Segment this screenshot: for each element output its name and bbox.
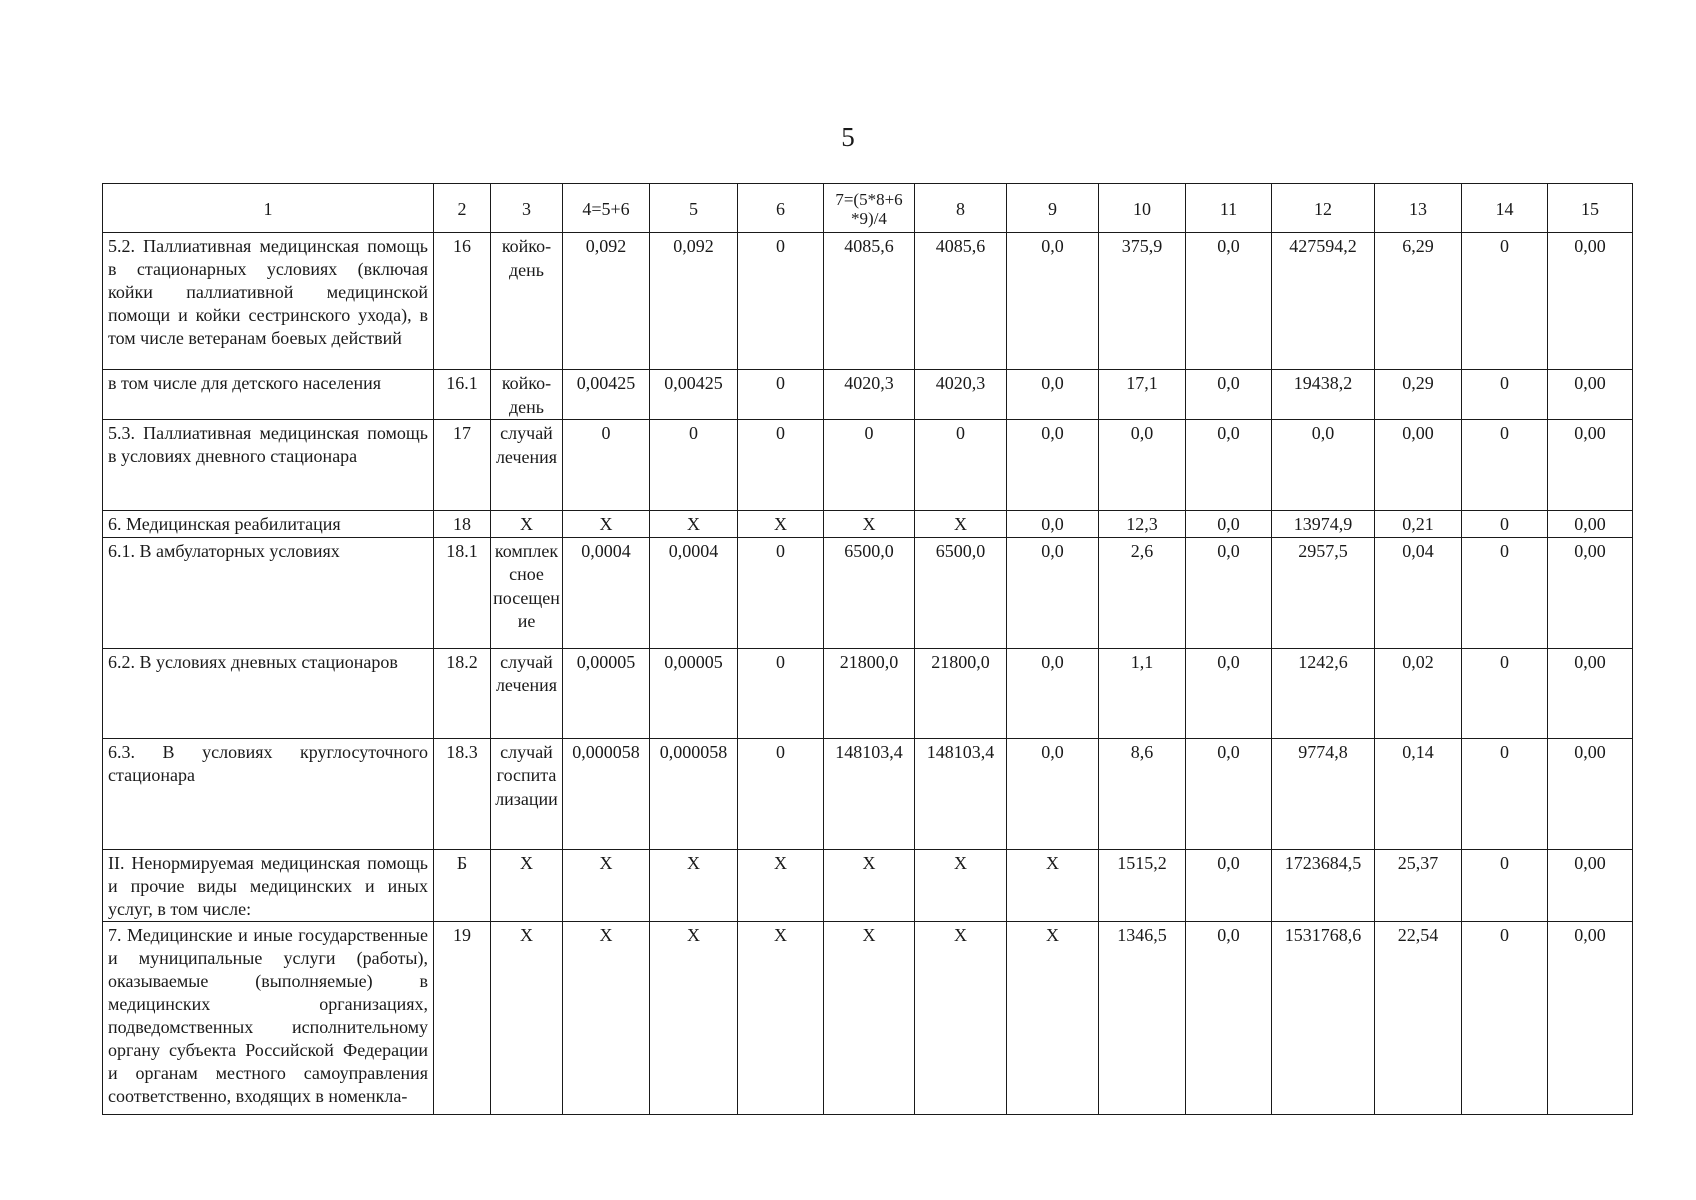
table-cell: 0,00: [1548, 511, 1633, 538]
header-cell: 9: [1007, 184, 1099, 233]
table-cell: 0,00005: [650, 648, 738, 738]
table-cell: 0,14: [1375, 738, 1462, 849]
header-cell: 15: [1548, 184, 1633, 233]
table-cell: X: [491, 511, 563, 538]
table-cell: X: [915, 511, 1007, 538]
table-cell: 16.1: [434, 370, 491, 420]
header-cell: 11: [1186, 184, 1272, 233]
table-cell: X: [650, 921, 738, 1114]
header-cell: 13: [1375, 184, 1462, 233]
table-cell: 0,0: [1007, 537, 1099, 648]
header-cell: 6: [738, 184, 824, 233]
table-cell: 0: [738, 420, 824, 511]
table-row: [103, 370, 1633, 420]
page-number: 5: [841, 122, 855, 152]
table-cell: X: [738, 511, 824, 538]
table-cell: 0: [1462, 370, 1548, 420]
table-cell: 1242,6: [1272, 648, 1375, 738]
table-cell: 0: [824, 420, 915, 511]
table-row: [103, 511, 1633, 538]
table-cell: 4020,3: [824, 370, 915, 420]
table-cell: 4085,6: [915, 233, 1007, 370]
table-cell: 0: [1462, 849, 1548, 921]
table-cell: 0: [1462, 648, 1548, 738]
table-cell: X: [563, 849, 650, 921]
row-label-cell: 6. Медицинская реабилитация: [103, 511, 434, 538]
table-cell: 0,29: [1375, 370, 1462, 420]
table-cell: 0,00: [1375, 420, 1462, 511]
table-cell: 18.3: [434, 738, 491, 849]
table-cell: 0: [1462, 511, 1548, 538]
table-cell: X: [738, 921, 824, 1114]
table-cell: 8,6: [1099, 738, 1186, 849]
table-cell: койко-день: [491, 233, 563, 370]
table-cell: 0,0: [1186, 648, 1272, 738]
table-cell: 0,092: [563, 233, 650, 370]
table-cell: 1,1: [1099, 648, 1186, 738]
table-cell: 0,0: [1186, 420, 1272, 511]
table-cell: 22,54: [1375, 921, 1462, 1114]
table-cell: 1531768,6: [1272, 921, 1375, 1114]
table-cell: 0,0: [1272, 420, 1375, 511]
table-cell: 0,000058: [563, 738, 650, 849]
row-label-cell: 5.2. Паллиативная медицинская помощь в стационарных условиях (включая койки паллиативной медицинской помощи и койки сестринского ухода), в том числе ветеранам боевых действий: [103, 233, 434, 370]
table-cell: 16: [434, 233, 491, 370]
table-cell: 0,092: [650, 233, 738, 370]
table-cell: 0,00: [1548, 849, 1633, 921]
table-cell: X: [824, 511, 915, 538]
table-cell: 148103,4: [915, 738, 1007, 849]
table-cell: 0,0: [1186, 537, 1272, 648]
table-cell: X: [915, 921, 1007, 1114]
table-cell: Б: [434, 849, 491, 921]
table-cell: X: [1007, 921, 1099, 1114]
table-cell: 6,29: [1375, 233, 1462, 370]
header-cell: 8: [915, 184, 1007, 233]
table-cell: X: [1007, 849, 1099, 921]
data-table: [102, 183, 1633, 1115]
table-cell: X: [738, 849, 824, 921]
table-cell: 0,00: [1548, 738, 1633, 849]
table-cell: 0: [738, 233, 824, 370]
table-cell: 0,0: [1186, 233, 1272, 370]
table-row: [103, 537, 1633, 648]
row-label-cell: 5.3. Паллиативная медицинская помощь в условиях дневного стационара: [103, 420, 434, 511]
table-row: [103, 420, 1633, 511]
table-cell: 375,9: [1099, 233, 1186, 370]
table-cell: 21800,0: [824, 648, 915, 738]
table-cell: 17: [434, 420, 491, 511]
table-cell: X: [650, 849, 738, 921]
table-cell: 1723684,5: [1272, 849, 1375, 921]
table-cell: X: [491, 921, 563, 1114]
row-label-cell: в том числе для детского населения: [103, 370, 434, 420]
table-cell: X: [915, 849, 1007, 921]
table-cell: 0,00: [1548, 921, 1633, 1114]
table-row: [103, 921, 1633, 1114]
table-cell: 0,0: [1007, 511, 1099, 538]
table-cell: случай лечения: [491, 420, 563, 511]
table-cell: 0,0: [1007, 420, 1099, 511]
table-cell: 0,0: [1007, 738, 1099, 849]
table-cell: 0,0: [1186, 370, 1272, 420]
table-cell: 9774,8: [1272, 738, 1375, 849]
table-cell: X: [563, 921, 650, 1114]
row-label-cell: 6.3. В условиях круглосуточного стационара: [103, 738, 434, 849]
header-cell: 3: [491, 184, 563, 233]
table-cell: X: [824, 921, 915, 1114]
table-cell: 0,0: [1186, 849, 1272, 921]
table-row: [103, 233, 1633, 370]
table-cell: 0: [650, 420, 738, 511]
table-cell: 0,0: [1007, 370, 1099, 420]
table-cell: 6500,0: [824, 537, 915, 648]
header-cell: 4=5+6: [563, 184, 650, 233]
table-cell: X: [563, 511, 650, 538]
table-cell: X: [824, 849, 915, 921]
table-cell: 12,3: [1099, 511, 1186, 538]
table-cell: 0,02: [1375, 648, 1462, 738]
table-cell: 18.2: [434, 648, 491, 738]
table-cell: 148103,4: [824, 738, 915, 849]
header-cell: 1: [103, 184, 434, 233]
table-cell: 0,00: [1548, 537, 1633, 648]
table-cell: 4085,6: [824, 233, 915, 370]
table-cell: 2957,5: [1272, 537, 1375, 648]
header-cell: 2: [434, 184, 491, 233]
table-cell: случай лечения: [491, 648, 563, 738]
table-cell: 0: [738, 370, 824, 420]
table-cell: 0,0: [1007, 233, 1099, 370]
header-cell: 12: [1272, 184, 1375, 233]
row-label-cell: 6.1. В амбулаторных условиях: [103, 537, 434, 648]
table-row: [103, 648, 1633, 738]
header-row: [103, 184, 1633, 233]
table-cell: койко-день: [491, 370, 563, 420]
table-cell: 0,04: [1375, 537, 1462, 648]
table-cell: комплексное посещение: [491, 537, 563, 648]
table-cell: 0: [738, 738, 824, 849]
table-cell: 4020,3: [915, 370, 1007, 420]
table-cell: X: [650, 511, 738, 538]
table-cell: 0,00: [1548, 370, 1633, 420]
table-cell: 19438,2: [1272, 370, 1375, 420]
table-cell: 0,0: [1099, 420, 1186, 511]
table-cell: 18.1: [434, 537, 491, 648]
table-cell: 0,0: [1007, 648, 1099, 738]
table-cell: 0,00: [1548, 648, 1633, 738]
table-cell: 0,00005: [563, 648, 650, 738]
table-cell: 0,00: [1548, 233, 1633, 370]
table-cell: 0: [1462, 420, 1548, 511]
row-label-cell: II. Ненормируемая медицинская помощь и прочие виды медицинских и иных услуг, в том числе:: [103, 849, 434, 921]
table-cell: 0,0: [1186, 511, 1272, 538]
table-cell: 1515,2: [1099, 849, 1186, 921]
header-cell: 10: [1099, 184, 1186, 233]
table-cell: 0,00: [1548, 420, 1633, 511]
header-cell: 5: [650, 184, 738, 233]
table-cell: 18: [434, 511, 491, 538]
table-cell: 21800,0: [915, 648, 1007, 738]
table-cell: 25,37: [1375, 849, 1462, 921]
table-cell: 6500,0: [915, 537, 1007, 648]
table-cell: 0,0: [1186, 921, 1272, 1114]
table-cell: 0,21: [1375, 511, 1462, 538]
table-cell: 17,1: [1099, 370, 1186, 420]
table-cell: 13974,9: [1272, 511, 1375, 538]
table-row: [103, 738, 1633, 849]
table-cell: 0,0004: [563, 537, 650, 648]
table-cell: 0,000058: [650, 738, 738, 849]
table-cell: 427594,2: [1272, 233, 1375, 370]
table-cell: 1346,5: [1099, 921, 1186, 1114]
row-label-cell: 6.2. В условиях дневных стационаров: [103, 648, 434, 738]
table-cell: 0,0004: [650, 537, 738, 648]
table-cell: случай госпитализации: [491, 738, 563, 849]
table-cell: 0: [1462, 233, 1548, 370]
table-cell: 0: [1462, 738, 1548, 849]
table-cell: X: [491, 849, 563, 921]
table-cell: 0: [738, 537, 824, 648]
table-cell: 19: [434, 921, 491, 1114]
table-row: [103, 849, 1633, 921]
table-cell: 0,00425: [563, 370, 650, 420]
table-cell: 0: [1462, 537, 1548, 648]
table-cell: 0: [915, 420, 1007, 511]
header-cell: 7=(5*8+6 *9)/4: [824, 184, 915, 233]
table-cell: 0,0: [1186, 738, 1272, 849]
table-cell: 0,00425: [650, 370, 738, 420]
row-label-cell: 7. Медицинские и иные государственные и муниципальные услуги (работы), оказываемые (выполняемые) в медицинских организациях, подведомственных исполнительному органу субъекта Российской Федерации и органам местного самоуправления соответственно, входящих в номенкла-: [103, 921, 434, 1114]
table-cell: 0: [563, 420, 650, 511]
table-cell: 0: [738, 648, 824, 738]
header-cell: 14: [1462, 184, 1548, 233]
table-cell: 0: [1462, 921, 1548, 1114]
table-cell: 2,6: [1099, 537, 1186, 648]
